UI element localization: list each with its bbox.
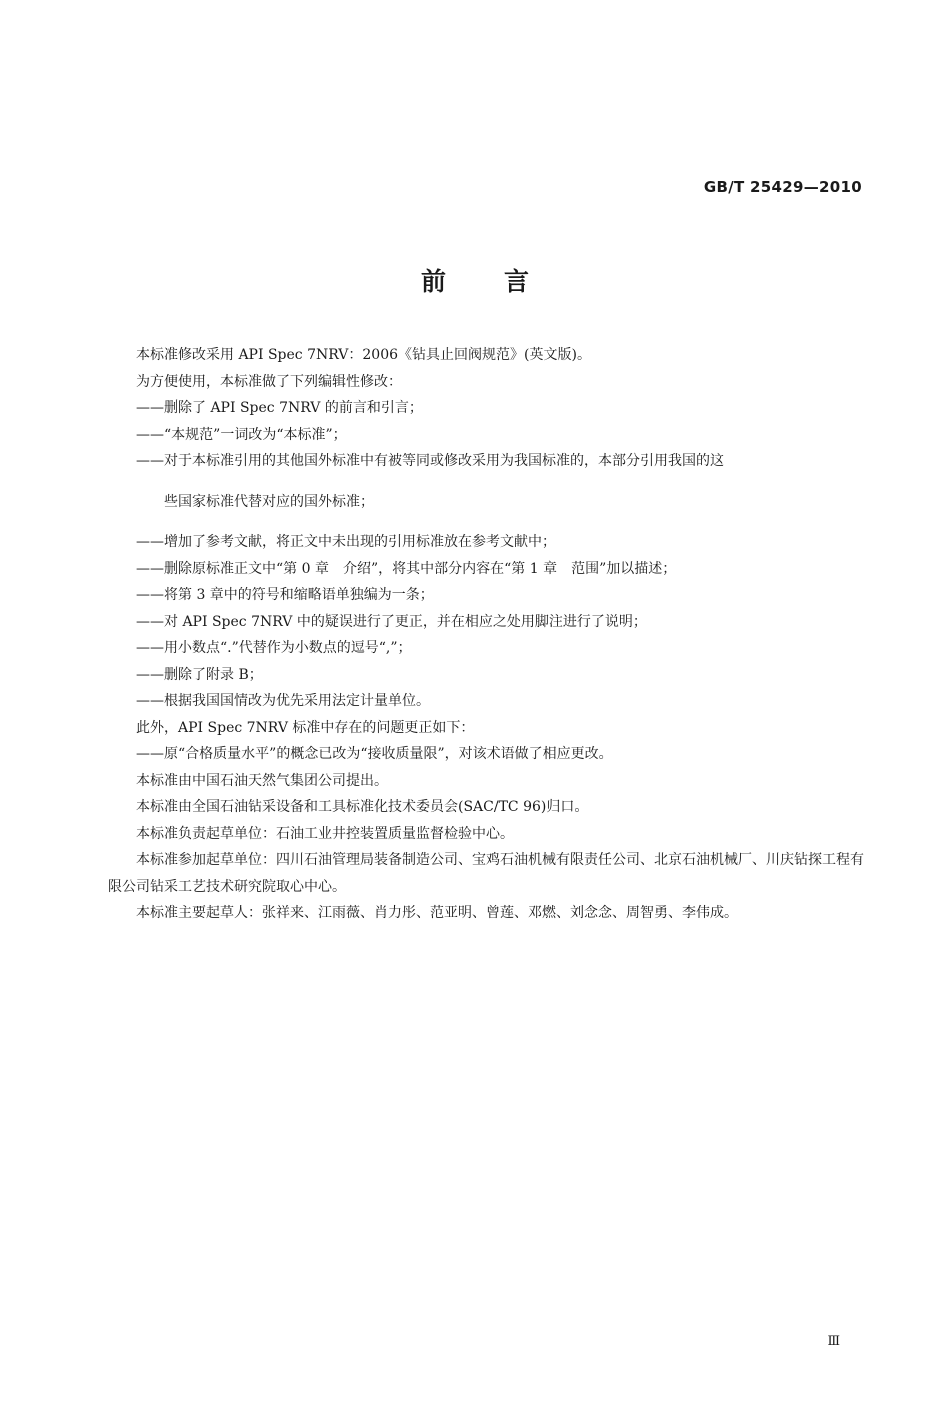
list-item: ——原“合格质量水平”的概念已改为“接收质量限”，对该术语做了相应更改。 bbox=[136, 746, 613, 762]
paragraph-adoption: 本标准修改采用 API Spec 7NRV：2006《钻具止回阀规范》(英文版)。 bbox=[136, 347, 591, 363]
page-number: Ⅲ bbox=[827, 1334, 840, 1349]
list-item: ——“本规范”一词改为“本标准”； bbox=[136, 426, 347, 443]
paragraph-participating-drafters: 本标准参加起草单位：四川石油管理局装备制造公司、宝鸡石油机械有限责任公司、北京石油机械厂、川庆钻探工程有限公司钻采工艺技术研究院取心中心。 bbox=[108, 852, 864, 895]
standard-code: GB/T 25429—2010 bbox=[703, 178, 862, 196]
list-item: ——将第 3 章中的符号和缩略语单独编为一条； bbox=[136, 587, 434, 603]
paragraph-committee: 本标准由全国石油钻采设备和工具标准化技术委员会(SAC/TC 96)归口。 bbox=[136, 799, 589, 815]
paragraph-edit-intro: 为方便使用，本标准做了下列编辑性修改： bbox=[136, 373, 402, 390]
paragraph-corrections-intro: 此外，API Spec 7NRV 标准中存在的问题更正如下： bbox=[136, 719, 475, 736]
page-title: 前言 bbox=[420, 267, 587, 296]
list-item: ——增加了参考文献，将正文中未出现的引用标准放在参考文献中； bbox=[136, 534, 556, 550]
list-item: ——根据我国国情改为优先采用法定计量单位。 bbox=[136, 693, 430, 709]
list-item: ——对于本标准引用的其他国外标准中有被等同或修改采用为我国标准的，本部分引用我国的这 bbox=[136, 453, 724, 469]
list-item: ——用小数点“.”代替作为小数点的逗号“,”； bbox=[136, 640, 412, 656]
paragraph-proposer: 本标准由中国石油天然气集团公司提出。 bbox=[136, 772, 388, 789]
list-item: ——删除了 API Spec 7NRV 的前言和引言； bbox=[136, 400, 423, 416]
list-item: ——删除了附录 B； bbox=[136, 666, 263, 683]
list-item: ——对 API Spec 7NRV 中的疑误进行了更正，并在相应之处用脚注进行了说明； bbox=[136, 613, 647, 630]
foreword-body bbox=[108, 342, 868, 927]
list-item: ——删除原标准正文中“第 0 章 介绍”，将其中部分内容在“第 1 章 范围”加以描述； bbox=[136, 560, 677, 577]
paragraph-main-drafters: 本标准主要起草人：张祥来、江雨薇、肖力彤、范亚明、曾莲、邓燃、刘念念、周智勇、李伟成。 bbox=[136, 905, 738, 921]
paragraph-lead-drafter: 本标准负责起草单位：石油工业井控装置质量监督检验中心。 bbox=[136, 825, 514, 842]
list-item-continuation: 些国家标准代替对应的国外标准； bbox=[164, 493, 374, 510]
